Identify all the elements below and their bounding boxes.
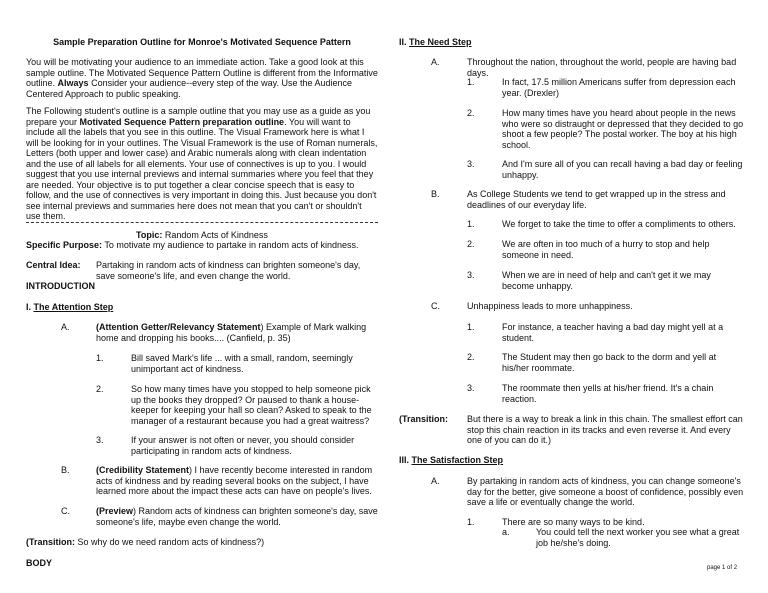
need-item-B2: We are often in too much of a hurry to stop and help someone in need. (502, 239, 710, 260)
intro-p2-emphasis: Motivated Sequence Pattern preparation outline (79, 116, 285, 127)
topic-line (26, 230, 378, 241)
left-transition-label: (Transition: (26, 537, 75, 547)
need-item-C1: For instance, a teacher having a bad day might yell at a student. (502, 322, 724, 343)
need-label-A: A. (431, 57, 440, 67)
central-idea-text: Partaking in random acts of kindness can brighten someone's day, save someone's life, and even change the world. (96, 260, 361, 281)
page-number: page 1 of 2 (707, 565, 738, 571)
need-item-B1: We forget to take the time to offer a compliments to others. (502, 219, 736, 229)
right-transition-text: But there is a way to break a link in this chain. The smallest effort can stop this chain reaction in its tracks and even reverse it. And every one of you can do it.) (467, 414, 743, 445)
need-step-title: The Need Step (409, 37, 472, 47)
need-step-numeral: II. (399, 37, 407, 47)
need-label-B3: 3. (467, 270, 475, 280)
intro-p1-emphasis: Always (57, 78, 89, 88)
preview-item (96, 506, 378, 527)
intro-paragraph-1 (26, 57, 378, 99)
need-label-B1: 1. (467, 219, 475, 229)
left-transition-text: So why do we need random acts of kindness?) (75, 537, 265, 547)
outline-label-A2: 2. (96, 384, 104, 394)
attention-getter-text: ) Example of Mark walking home and dropping his books.... (Canfield, p. 35) (96, 322, 367, 343)
attention-step-heading (26, 302, 113, 313)
attention-item-1: Bill saved Mark's life ... with a small, random, seemingly unimportant act of kindness. (131, 353, 353, 374)
specific-purpose-line (26, 240, 378, 251)
satisfaction-step-heading (399, 455, 503, 466)
need-label-B2: 2. (467, 239, 475, 249)
preview-label: (Preview (96, 506, 134, 516)
outline-label-A: A. (61, 322, 70, 332)
satisfaction-label-A1: 1. (467, 517, 475, 527)
attention-step-title: The Attention Step (33, 302, 114, 312)
attention-item-3: If your answer is not often or never, you should consider participating in random acts of kindness. (131, 435, 355, 456)
need-label-A3: 3. (467, 159, 475, 169)
purpose-label: Specific Purpose: (26, 240, 103, 250)
topic-label: Topic: (136, 230, 163, 240)
body-heading: BODY (26, 558, 53, 568)
satisfaction-item-A1a: You could tell the next worker you see what a great job he/she's doing. (536, 527, 740, 548)
preview-text: ) Random acts of kindness can brighten someone's day, save someone's life, maybe even change the world. (96, 506, 378, 527)
satisfaction-label-A: A. (431, 476, 440, 486)
satisfaction-item-A: By partaking in random acts of kindness, you can change someone's day for the better, give someone a boost of confidence, possibly even save a life or eventually change the world. (467, 476, 744, 507)
need-item-A2: How many times have you heard about people in the news who were so distraught or depressed that they decided to go shoot a few people? The postal worker. The boy at his high school. (502, 108, 744, 150)
intro-p1-text: You will be motivating your audience to an immediate action. Take a good look at this sample outline. The Motivated Sequence Pattern Outline is different from the Informative outline. (26, 57, 378, 88)
purpose-text: To motivate my audience to partake in random acts of kindness. (102, 240, 359, 250)
attention-getter-label: (Attention Getter/Relevancy Statement (96, 322, 261, 332)
need-item-C: Unhappiness leads to more unhappiness. (467, 301, 633, 311)
satisfaction-item-A1: There are so many ways to be kind. (502, 517, 645, 527)
need-item-B: As College Students we tend to get wrapped up in the stress and deadlines of our everyday life. (467, 189, 726, 210)
satisfaction-step-title: The Satisfaction Step (411, 455, 504, 465)
attention-item-2: So how many times have you stopped to help someone pick up the books they dropped? Or paused to thank a house-keeper for keeping your hall so clean? Asked to speak to the manager of a restaurant because you had a great waitress? (131, 384, 372, 426)
attention-getter-item (96, 322, 378, 343)
intro-p2-text: The Following student's outline is a sample outline that you may use as a guide as you prepare your (26, 106, 371, 127)
central-idea-label: Central Idea: (26, 260, 81, 270)
need-item-A1: In fact, 17.5 million Americans suffer from depression each year. (Drexler) (502, 77, 736, 98)
outline-label-C: C. (61, 506, 70, 516)
document-title: Sample Preparation Outline for Monroe's Motivated Sequence Pattern (53, 37, 351, 47)
intro-p2-text-end: . You will want to include all the labels that you see in this outline. The Visual Framework here is what I will be looking for in your outlines. The Visual Framework is the use of Roman numerals, Letters (both upper and lower case) and Arabic numerals along with clean indentation and the use of all labels for all elements. Your use of connectives is up to you. I would suggest that you use internal previews and internal summaries where you feel that they are needed. Your objective is to put together a clear concise speech that is easy to follow, and the use of connectives is very important in doing this. Just because you don't see internal previews and summaries here does not mean that you can't or shouldn't use them. (26, 116, 378, 221)
need-label-C1: 1. (467, 322, 475, 332)
need-item-A3: And I'm sure all of you can recall having a bad day or feeling unhappy. (502, 159, 743, 180)
satisfaction-label-A1a: a. (502, 527, 510, 537)
introduction-heading: INTRODUCTION (26, 281, 95, 291)
need-item-A: Throughout the nation, throughout the world, people are having bad days. (467, 57, 737, 78)
intro-paragraph-2 (26, 106, 378, 222)
topic-text: Random Acts of Kindness (162, 230, 268, 240)
outline-label-A1: 1. (96, 353, 104, 363)
need-label-A2: 2. (467, 108, 475, 118)
outline-label-B: B. (61, 465, 70, 475)
credibility-label: (Credibility Statement (96, 465, 190, 475)
intro-p1-text-end: Consider your audience--every step of the way. Use the Audience Centered Approach to public speaking. (26, 78, 353, 99)
credibility-item (96, 465, 378, 497)
credibility-text: ) I have recently become interested in random acts of kindness and by reading several books on the subject, I have learned more about the impact these acts can have on people's lives. (96, 465, 373, 496)
outline-label-A3: 3. (96, 435, 104, 445)
need-step-heading (399, 37, 472, 48)
need-label-C: C. (431, 301, 440, 311)
need-item-B3: When we are in need of help and can't get it we may become unhappy. (502, 270, 711, 291)
need-label-B: B. (431, 189, 440, 199)
divider-rule (26, 222, 378, 224)
left-transition (26, 537, 378, 548)
satisfaction-step-numeral: III. (399, 455, 410, 465)
need-item-C3: The roommate then yells at his/her friend. It's a chain reaction. (502, 383, 714, 404)
need-label-C3: 3. (467, 383, 475, 393)
need-label-C2: 2. (467, 352, 475, 362)
right-transition-label: (Transition: (399, 414, 448, 424)
need-label-A1: 1. (467, 77, 475, 87)
attention-step-numeral: I. (26, 302, 32, 312)
need-item-C2: The Student may then go back to the dorm and yell at his/her roommate. (502, 352, 717, 373)
